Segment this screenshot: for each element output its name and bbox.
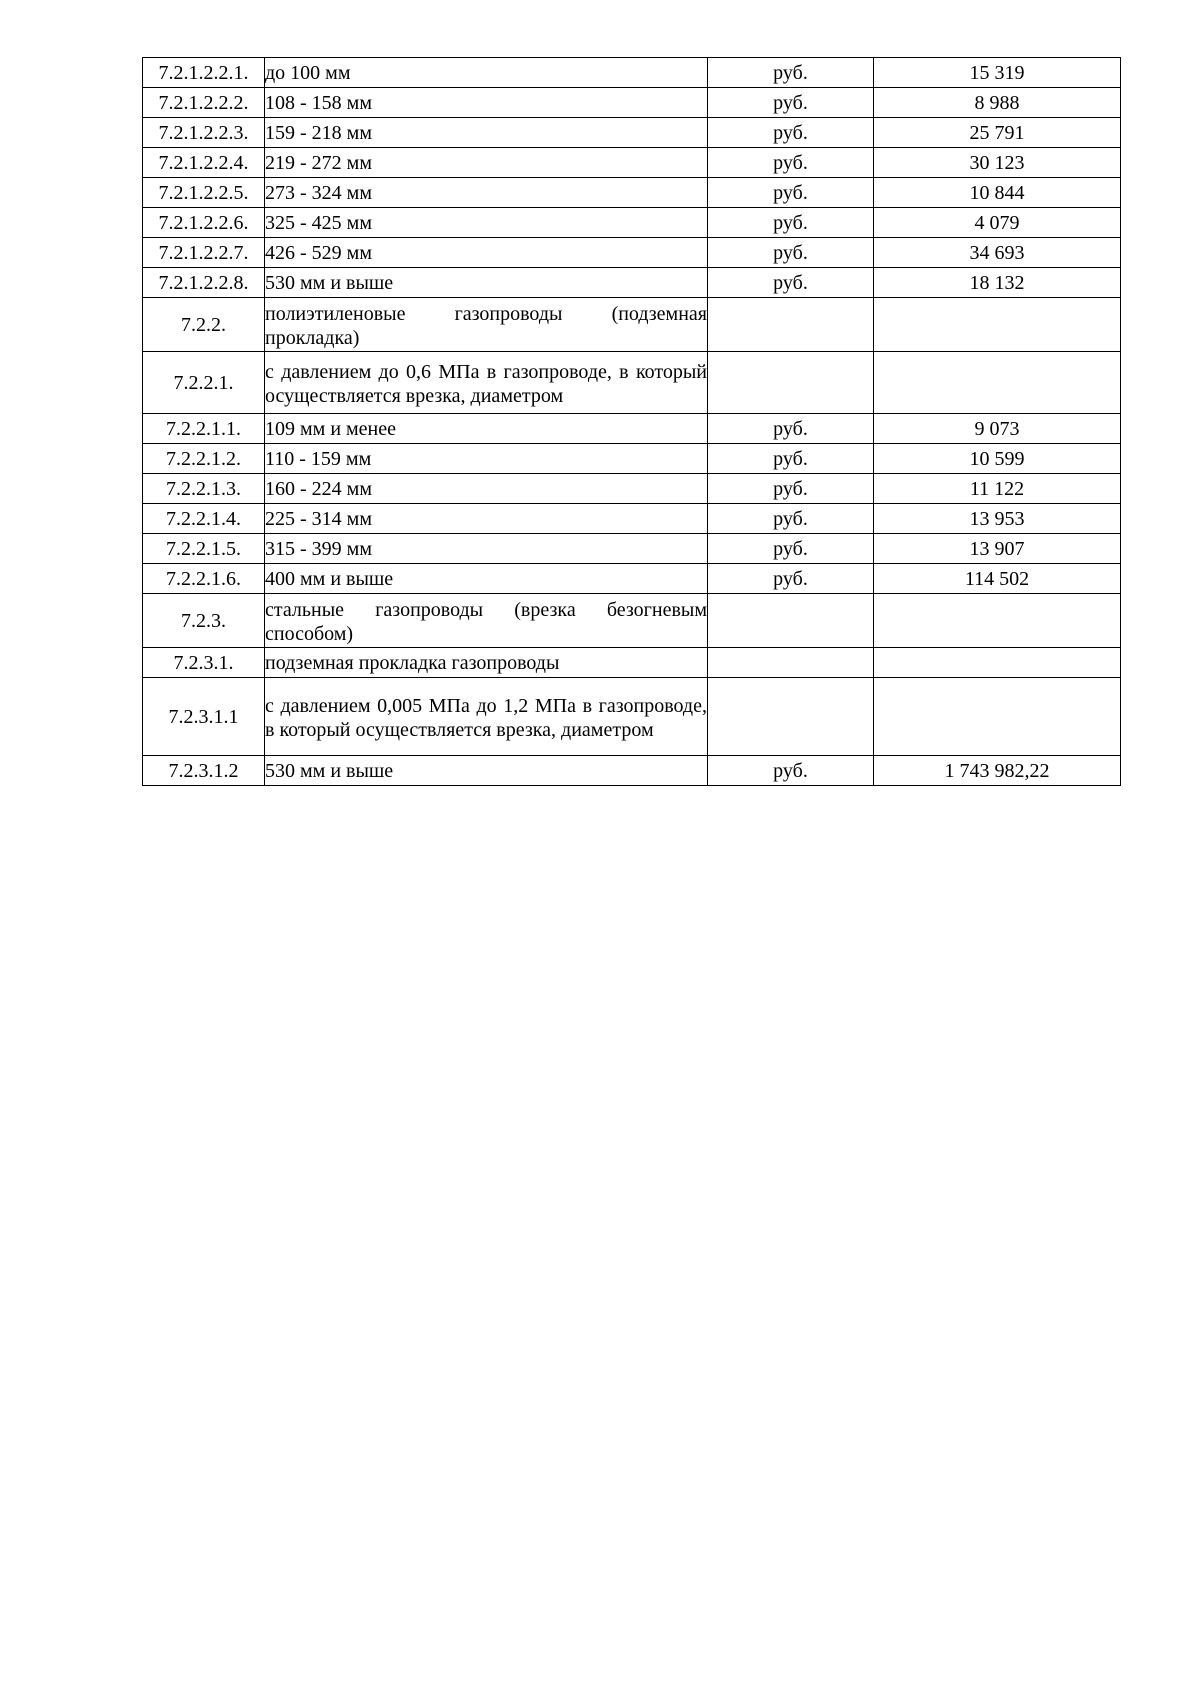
table-row [143, 178, 1121, 208]
tariff-table [142, 57, 1121, 786]
item-price: 11 122 [874, 474, 1121, 504]
item-code: 7.2.1.2.2.5. [143, 178, 265, 208]
item-description: 219 - 272 мм [265, 148, 708, 178]
item-description: 315 - 399 мм [265, 534, 708, 564]
item-unit: руб. [708, 474, 874, 504]
item-unit: руб. [708, 756, 874, 786]
table-row [143, 268, 1121, 298]
table-row [143, 238, 1121, 268]
item-code: 7.2.1.2.2.3. [143, 118, 265, 148]
item-description: 400 мм и выше [265, 564, 708, 594]
table-row [143, 148, 1121, 178]
table-row [143, 118, 1121, 148]
item-unit [708, 678, 874, 756]
item-price: 34 693 [874, 238, 1121, 268]
item-unit: руб. [708, 414, 874, 444]
table-row [143, 756, 1121, 786]
section-code: 7.2.2. [143, 298, 265, 352]
item-unit: руб. [708, 534, 874, 564]
item-unit: руб. [708, 178, 874, 208]
item-code: 7.2.1.2.2.7. [143, 238, 265, 268]
item-description: 530 мм и выше [265, 268, 708, 298]
item-description: 325 - 425 мм [265, 208, 708, 238]
table-row [143, 88, 1121, 118]
item-price: 8 988 [874, 88, 1121, 118]
item-unit: руб. [708, 504, 874, 534]
table-section-row [143, 352, 1121, 414]
item-unit: руб. [708, 88, 874, 118]
item-price: 13 907 [874, 534, 1121, 564]
item-description: 160 - 224 мм [265, 474, 708, 504]
item-code: 7.2.1.2.2.2. [143, 88, 265, 118]
item-code: 7.2.2.1.5. [143, 534, 265, 564]
item-price: 10 599 [874, 444, 1121, 474]
table-row [143, 414, 1121, 444]
item-code: 7.2.2.1.4. [143, 504, 265, 534]
section-description: стальные газопроводы (врезка безогневым способом) [265, 594, 708, 648]
item-description: 273 - 324 мм [265, 178, 708, 208]
item-unit: руб. [708, 444, 874, 474]
item-unit: руб. [708, 238, 874, 268]
table-section-row [143, 648, 1121, 678]
item-code: 7.2.2.1.6. [143, 564, 265, 594]
table-section-row [143, 594, 1121, 648]
item-code: 7.2.2.1.3. [143, 474, 265, 504]
table-row [143, 208, 1121, 238]
item-unit: руб. [708, 564, 874, 594]
item-price: 4 079 [874, 208, 1121, 238]
table-row [143, 58, 1121, 88]
item-description: до 100 мм [265, 58, 708, 88]
table-row [143, 534, 1121, 564]
section-description: с давлением до 0,6 МПа в газопроводе, в который осуществляется врезка, диаметром [265, 352, 708, 414]
item-code: 7.2.3.1.2 [143, 756, 265, 786]
item-description: 426 - 529 мм [265, 238, 708, 268]
item-code: 7.2.2.1.1. [143, 414, 265, 444]
item-description: 159 - 218 мм [265, 118, 708, 148]
section-code: 7.2.3. [143, 594, 265, 648]
item-price [874, 648, 1121, 678]
item-price: 15 319 [874, 58, 1121, 88]
item-price: 25 791 [874, 118, 1121, 148]
item-description: 225 - 314 мм [265, 504, 708, 534]
section-code: 7.2.2.1. [143, 352, 265, 414]
table-section-row [143, 678, 1121, 756]
item-price: 9 073 [874, 414, 1121, 444]
item-unit [708, 648, 874, 678]
section-code: 7.2.3.1.1 [143, 678, 265, 756]
item-code: 7.2.1.2.2.1. [143, 58, 265, 88]
section-description: с давлением 0,005 МПа до 1,2 МПа в газопроводе, в который осуществляется врезка, диаметром [265, 678, 708, 756]
item-price: 30 123 [874, 148, 1121, 178]
item-price [874, 594, 1121, 648]
item-price [874, 298, 1121, 352]
section-description: полиэтиленовые газопроводы (подземная прокладка) [265, 298, 708, 352]
table-section-row [143, 298, 1121, 352]
item-description: 109 мм и менее [265, 414, 708, 444]
item-unit: руб. [708, 148, 874, 178]
item-price [874, 352, 1121, 414]
item-unit: руб. [708, 58, 874, 88]
item-code: 7.2.2.1.2. [143, 444, 265, 474]
table-row [143, 474, 1121, 504]
table-row [143, 444, 1121, 474]
table-row [143, 564, 1121, 594]
item-price [874, 678, 1121, 756]
item-unit [708, 594, 874, 648]
item-unit [708, 352, 874, 414]
item-unit [708, 298, 874, 352]
item-price: 1 743 982,22 [874, 756, 1121, 786]
item-description: 108 - 158 мм [265, 88, 708, 118]
item-unit: руб. [708, 208, 874, 238]
item-price: 114 502 [874, 564, 1121, 594]
item-code: 7.2.1.2.2.6. [143, 208, 265, 238]
item-unit: руб. [708, 118, 874, 148]
item-code: 7.2.1.2.2.8. [143, 268, 265, 298]
table-row [143, 504, 1121, 534]
item-description: 530 мм и выше [265, 756, 708, 786]
item-price: 10 844 [874, 178, 1121, 208]
tariff-table-body [143, 58, 1121, 786]
item-code: 7.2.1.2.2.4. [143, 148, 265, 178]
item-description: 110 - 159 мм [265, 444, 708, 474]
item-unit: руб. [708, 268, 874, 298]
item-price: 18 132 [874, 268, 1121, 298]
section-code: 7.2.3.1. [143, 648, 265, 678]
section-description: подземная прокладка газопроводы [265, 648, 708, 678]
item-price: 13 953 [874, 504, 1121, 534]
